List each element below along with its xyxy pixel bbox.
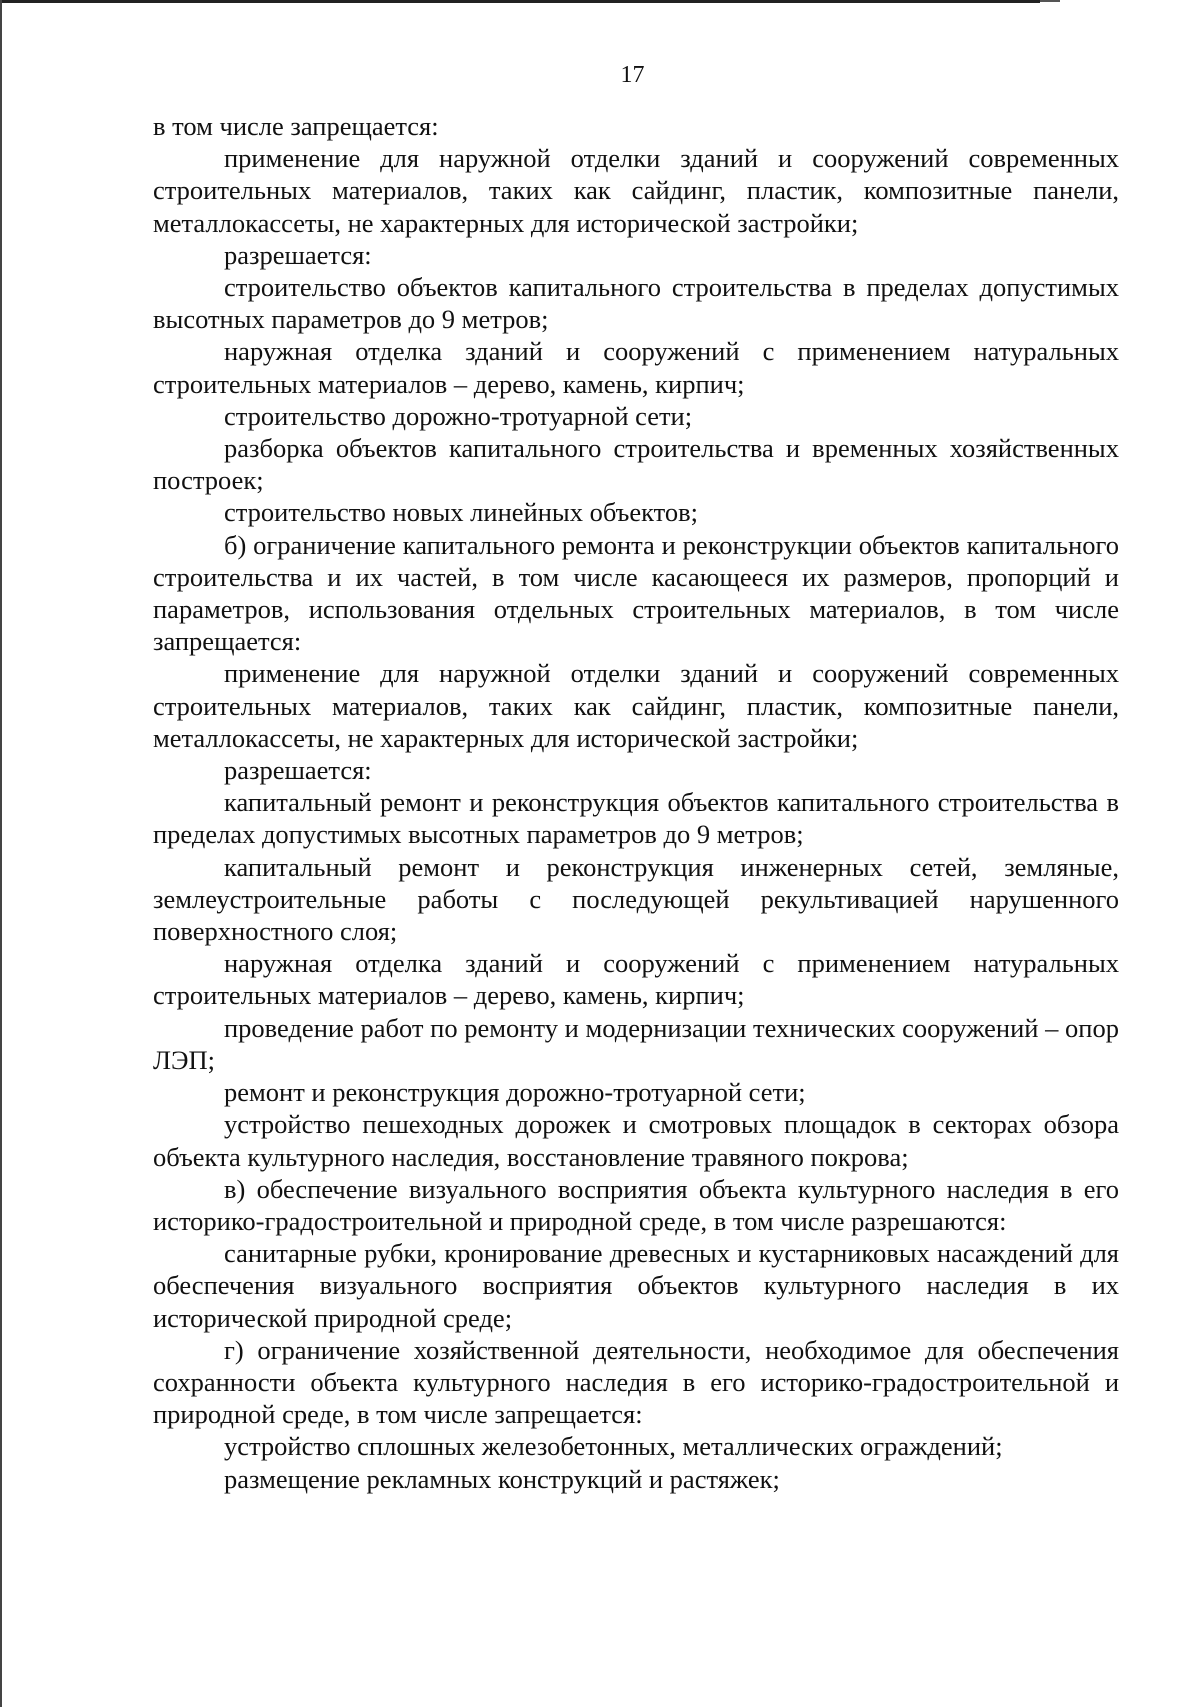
paragraph: в том числе запрещается: [153,111,439,141]
paragraph: разборка объектов капитального строительства и временных хозяйственных построек; [153,433,1119,496]
paragraph: капитальный ремонт и реконструкция объектов капитального строительства в пределах допустимых высотных параметров до 9 метров; [153,787,1119,850]
paragraph: г) ограничение хозяйственной деятельности, необходимое для обеспечения сохранности объекта культурного наследия в его историко-градостроительной и природной среде, в том числе запрещается: [153,1334,1119,1430]
paragraph: разрешается: [224,755,372,786]
scan-edge-top [0,0,1040,3]
paragraph: капитальный ремонт и реконструкция инженерных сетей, земляные, землеустроительные работы с последующей рекультивацией нарушенного поверхностного слоя; [153,851,1119,947]
paragraph: санитарные рубки, кронирование древесных и кустарниковых насаждений для обеспечения визуального восприятия объектов культурного наследия в их исторической природной среде; [153,1238,1119,1333]
paragraph: применение для наружной отделки зданий и сооружений современных строительных материалов, таких как сайдинг, пластик, композитные панели, металлокассеты, не характерных для исторической застройки; [153,143,1119,238]
paragraph: размещение рекламных конструкций и растяжек; [224,1463,780,1494]
paragraph: строительство объектов капитального строительства в пределах допустимых высотных параметров до 9 метров; [153,272,1119,335]
paragraph: устройство пешеходных дорожек и смотровых площадок в секторах обзора объекта культурного наследия, восстановление травяного покрова; [153,1109,1119,1172]
paragraph: строительство новых линейных объектов; [224,497,698,528]
paragraph: наружная отделка зданий и сооружений с применением натуральных строительных материалов – дерево, камень, кирпич; [153,336,1119,399]
paragraph: ремонт и реконструкция дорожно-тротуарной сети; [224,1077,806,1108]
scan-edge-left [0,0,2,1707]
paragraph: устройство сплошных железобетонных, металлических ограждений; [224,1431,1003,1462]
paragraph: применение для наружной отделки зданий и сооружений современных строительных материалов, таких как сайдинг, пластик, композитные панели, металлокассеты, не характерных для исторической застройки; [153,658,1119,753]
paragraph: строительство дорожно-тротуарной сети; [224,400,693,431]
paragraph: проведение работ по ремонту и модернизации технических сооружений – опор ЛЭП; [153,1012,1119,1075]
paragraph: разрешается: [224,239,372,270]
scan-edge-top-right [1040,0,1060,2]
paragraph: наружная отделка зданий и сооружений с применением натуральных строительных материалов – дерево, камень, кирпич; [153,948,1119,1011]
paragraph: в) обеспечение визуального восприятия объекта культурного наследия в его историко-градостроительной и природной среде, в том числе разрешаются: [153,1173,1119,1236]
paragraph: б) ограничение капитального ремонта и реконструкции объектов капитального строительства и их частей, в том числе касающееся их размеров, пропорций и параметров, использования отдельных строительных материалов, в том числе запрещается: [153,529,1119,657]
page-number: 17 [620,62,645,88]
document-body [153,110,1119,1495]
